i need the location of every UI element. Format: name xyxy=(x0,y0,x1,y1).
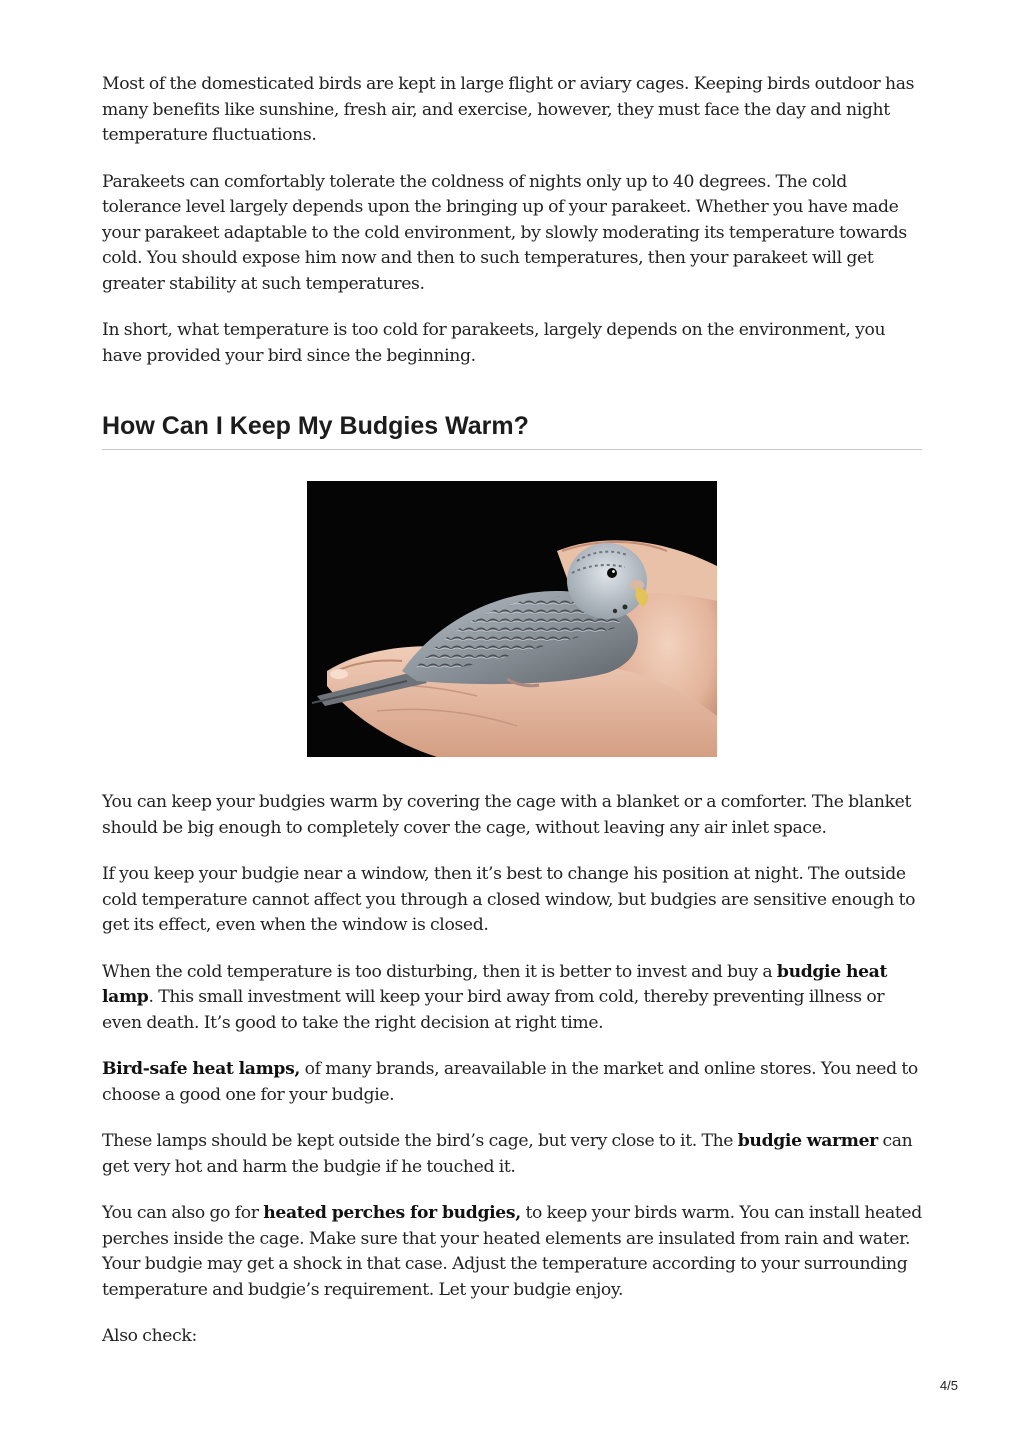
section-paragraph-4 xyxy=(102,1057,922,1108)
section-paragraph-6 xyxy=(102,1201,922,1303)
intro-paragraph-3: In short, what temperature is too cold for parakeets, largely depends on the environment, you have provided your bird since the beginning. xyxy=(102,320,886,366)
text-run: can get very hot and harm the budgie if he touched it. xyxy=(102,1131,913,1177)
budgie-in-hand-photo xyxy=(307,481,717,757)
bird-safe-heat-lamps-bold: Bird-safe heat lamps, xyxy=(102,1059,301,1079)
section-heading: How Can I Keep My Budgies Warm? xyxy=(102,412,529,440)
text-run: These lamps should be kept outside the bird’s cage, but very close to it. The xyxy=(102,1131,738,1151)
section-paragraph-2: If you keep your budgie near a window, then it’s best to change his position at night. The outside cold temperature cannot affect you through a closed window, but budgies are sensitive enough to get its effect, even when the window is closed. xyxy=(102,864,916,935)
intro-paragraph-1: Most of the domesticated birds are kept in large flight or aviary cages. Keeping birds outdoor has many benefits like sunshine, fresh air, and exercise, however, they must face the day and night temperature fluctuations. xyxy=(102,74,915,145)
article-page xyxy=(102,72,922,1371)
section-paragraph-1: You can keep your budgies warm by covering the cage with a blanket or a comforter. The blanket should be big enough to completely cover the cage, without leaving any air inlet space. xyxy=(102,792,912,838)
text-run: You can also go for xyxy=(102,1203,264,1223)
figure-container xyxy=(102,481,922,757)
section-paragraph-3 xyxy=(102,960,922,1037)
page-number: 4/5 xyxy=(939,1378,958,1393)
text-run: to keep your birds warm. You can install heated perches inside the cage. Make sure that your heated elements are insulated from rain and water. Your budgie may get a shock in that case. Adjust the temperature according to your surrounding temperature and budgie’s requirement. Let your budgie enjoy. xyxy=(102,1203,922,1300)
also-check-label: Also check: xyxy=(102,1326,197,1346)
heading-divider xyxy=(102,449,922,450)
text-run: of many brands, areavailable in the market and online stores. You need to choose a good one for your budgie. xyxy=(102,1059,918,1105)
budgie-warmer-bold: budgie warmer xyxy=(737,1131,878,1151)
intro-paragraph-2: Parakeets can comfortably tolerate the coldness of nights only up to 40 degrees. The cold tolerance level largely depends upon the bringing up of your parakeet. Whether you have made your parakeet adaptable to the cold environment, by slowly moderating its temperature towards cold. You should expose him now and then to such temperatures, then your parakeet will get greater stability at such temperatures. xyxy=(102,171,907,294)
heated-perches-bold: heated perches for budgies, xyxy=(263,1203,521,1223)
budgie-heat-lamp-bold: budgie heat lamp xyxy=(102,961,888,1007)
text-run: When the cold temperature is too disturbing, then it is better to invest and buy a xyxy=(102,961,777,982)
text-run: . This small investment will keep your bird away from cold, thereby preventing illness or even death. It’s good to take the right decision at right time. xyxy=(102,987,885,1033)
section-paragraph-5 xyxy=(102,1129,922,1180)
